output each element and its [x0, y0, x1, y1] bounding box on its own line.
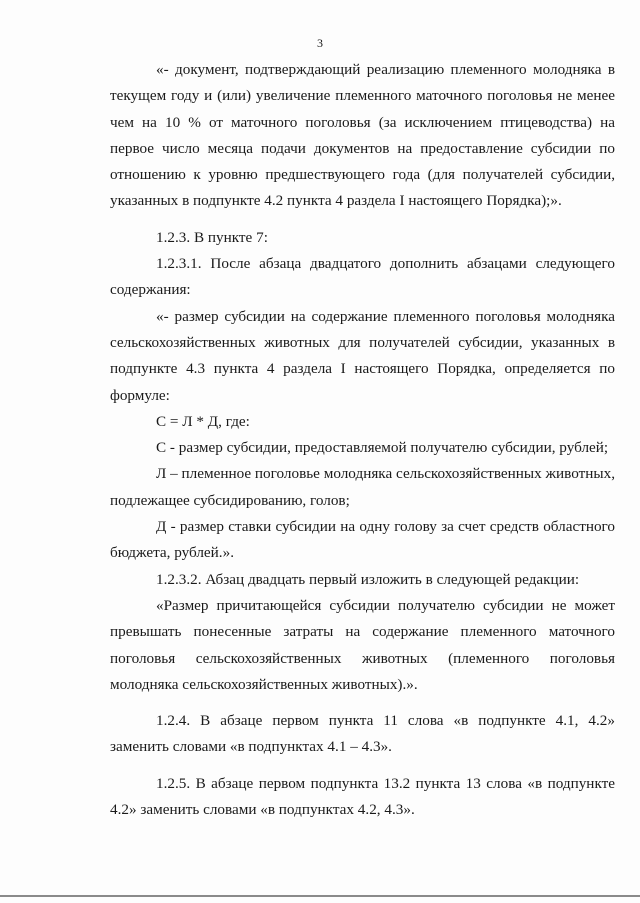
- paragraph-formula-d: Д - размер ставки субсидии на одну голову за счет средств областного бюджета, рублей.».: [110, 518, 615, 562]
- paragraph-formula-l: Л – племенное поголовье молодняка сельскохозяйственных животных, подлежащее субсидированию, голов;: [110, 465, 615, 509]
- paragraph-1-2-3-2: 1.2.3.2. Абзац двадцать первый изложить в следующей редакции:: [156, 570, 580, 588]
- paragraph-1-2-3: 1.2.3. В пункте 7:: [156, 228, 268, 246]
- page-number: 3: [317, 36, 323, 50]
- paragraph-subsidy-size: «- размер субсидии на содержание племенного поголовья молодняка сельскохозяйственных животных для получателей субсидии, указанных в подпункте 4.3 пункта 4 раздела I настоящего Порядка, определяется по формуле:: [110, 307, 615, 404]
- paragraph-formula: С = Л * Д, где:: [156, 412, 250, 430]
- paragraph-1-2-4: 1.2.4. В абзаце первом пункта 11 слова «в подпункте 4.1, 4.2» заменить словами «в подпунктах 4.1 – 4.3».: [110, 712, 615, 756]
- paragraph-subsidy-limit: «Размер причитающейся субсидии получателю субсидии не может превышать понесенные затраты на содержание племенного маточного поголовья сельскохозяйственных животных (племенного поголовья молодняка сельскохозяйственных животных).».: [110, 596, 615, 693]
- paragraph-document-requirement: «- документ, подтверждающий реализацию племенного молодняка в текущем году и (или) увеличение племенного маточного поголовья не менее чем на 10 % от маточного поголовья (за исключением птицеводства) на первое число месяца подачи документов на предоставление субсидии по отношению к уровню предшествующего года (для получателей субсидии, указанных в подпункте 4.2 пункта 4 раздела I настоящего Порядка);».: [110, 61, 615, 210]
- paragraph-1-2-3-1: 1.2.3.1. После абзаца двадцатого дополнить абзацами следующего содержания:: [110, 255, 615, 299]
- document-body: [110, 57, 615, 823]
- scan-edge-line: [0, 895, 640, 897]
- paragraph-formula-c: С - размер субсидии, предоставляемой получателю субсидии, рублей;: [156, 439, 609, 457]
- paragraph-1-2-5: 1.2.5. В абзаце первом подпункта 13.2 пункта 13 слова «в подпункте 4.2» заменить словами «в подпунктах 4.2, 4.3».: [110, 774, 615, 819]
